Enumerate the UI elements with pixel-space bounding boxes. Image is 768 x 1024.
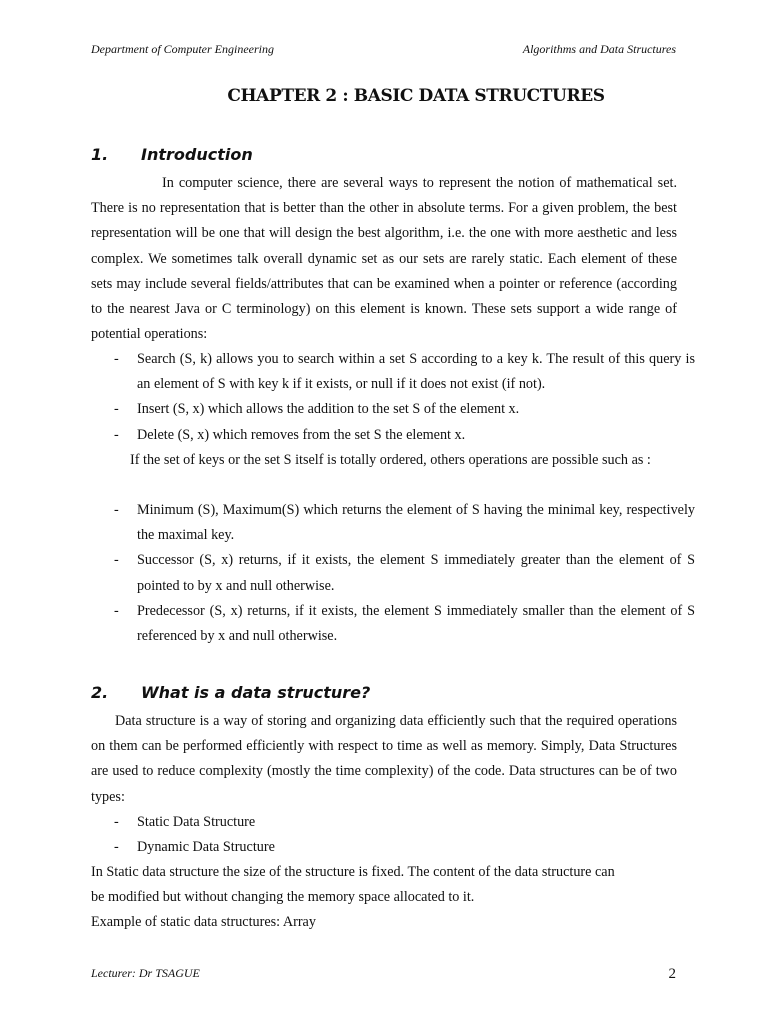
section-2-title: What is a data structure? — [141, 683, 371, 702]
bullet-dash: - — [114, 839, 119, 856]
ordered-operations-list — [91, 498, 695, 649]
section-1-number: 1. — [91, 145, 109, 164]
list-item-text: Search (S, k) allows you to search within a set S according to a key k. The result of this query is an element of S with key k if it exists, or null if it does not exist (if not). — [137, 351, 695, 393]
bullet-dash: - — [114, 814, 119, 830]
list-item-text: Minimum (S), Maximum(S) which returns the element of S having the minimal key, respectively the maximal key. — [137, 502, 695, 544]
list-item — [91, 423, 695, 448]
data-structure-types-list — [91, 810, 695, 860]
footer-lecturer: Lecturer: Dr TSAGUE — [91, 966, 200, 980]
list-item-text: Dynamic Data Structure — [137, 839, 275, 856]
chapter-title-row — [0, 86, 768, 106]
section-1-title: Introduction — [141, 145, 253, 164]
bullet-dash: - — [114, 401, 119, 418]
list-item — [91, 835, 695, 860]
list-item-text: Successor (S, x) returns, if it exists, the element S immediately greater than the element of S pointed to by x and null otherwise. — [137, 552, 695, 594]
list-item — [91, 347, 695, 397]
page-header — [91, 42, 676, 58]
bullet-dash: - — [114, 426, 119, 443]
list-item — [91, 810, 695, 835]
list-item-text: Delete (S, x) which removes from the set S the element x. — [137, 426, 466, 443]
data-structure-paragraph: Data structure is a way of storing and organizing data efficiently such that the required operations on them can be performed efficiently with respect to time as well as memory. Simply, Data Structures are used to reduce complexity (mostly the time complexity) of the code. Data structures can be of two types: — [91, 713, 677, 805]
list-item — [91, 397, 695, 422]
list-item — [91, 498, 695, 548]
header-department: Department of Computer Engineering — [91, 42, 274, 56]
static-line-1: In Static data structure the size of the structure is fixed. The content of the data structure can — [91, 864, 615, 880]
intro-paragraph: In computer science, there are several ways to represent the notion of mathematical set. There is no representation that is better than the other in absolute terms. For a given problem, the best representation will be one that will design the best algorithm, i.e. the one with more aesthetic and less complex. We sometimes talk overall dynamic set as our sets are rarely static. Each element of these sets may include several fields/attributes that can be examined when a pointer or reference (according to the nearest Java or C terminology) on this element is known. These sets support a wide range of potential operations: — [91, 175, 677, 343]
static-example: Example of static data structures: Array — [91, 914, 316, 931]
section-2-heading — [91, 683, 370, 702]
section-1-heading — [91, 145, 253, 164]
static-structure-paragraph — [91, 860, 691, 936]
list-item — [91, 599, 695, 649]
section-2-number: 2. — [91, 683, 109, 702]
list-item — [91, 548, 695, 598]
list-item-text: Static Data Structure — [137, 814, 256, 830]
bullet-dash: - — [114, 351, 119, 367]
ordered-intro-paragraph: If the set of keys or the set S itself is totally ordered, others operations are possible such as : — [130, 452, 651, 468]
bullet-dash: - — [114, 552, 119, 569]
list-item-text: Predecessor (S, x) returns, if it exists, the element S immediately smaller than the element of S referenced by x and null otherwise. — [137, 602, 695, 645]
operations-list — [91, 347, 695, 448]
page-number: 2 — [668, 966, 676, 982]
header-course: Algorithms and Data Structures — [522, 42, 676, 56]
bullet-dash: - — [114, 502, 119, 518]
chapter-title: CHAPTER 2 : BASIC DATA STRUCTURES — [227, 86, 605, 106]
page-footer — [91, 966, 676, 984]
static-line-2: be modified but without changing the memory space allocated to it. — [91, 889, 475, 906]
bullet-dash: - — [114, 602, 119, 619]
list-item-text: Insert (S, x) which allows the addition to the set S of the element x. — [137, 401, 520, 418]
